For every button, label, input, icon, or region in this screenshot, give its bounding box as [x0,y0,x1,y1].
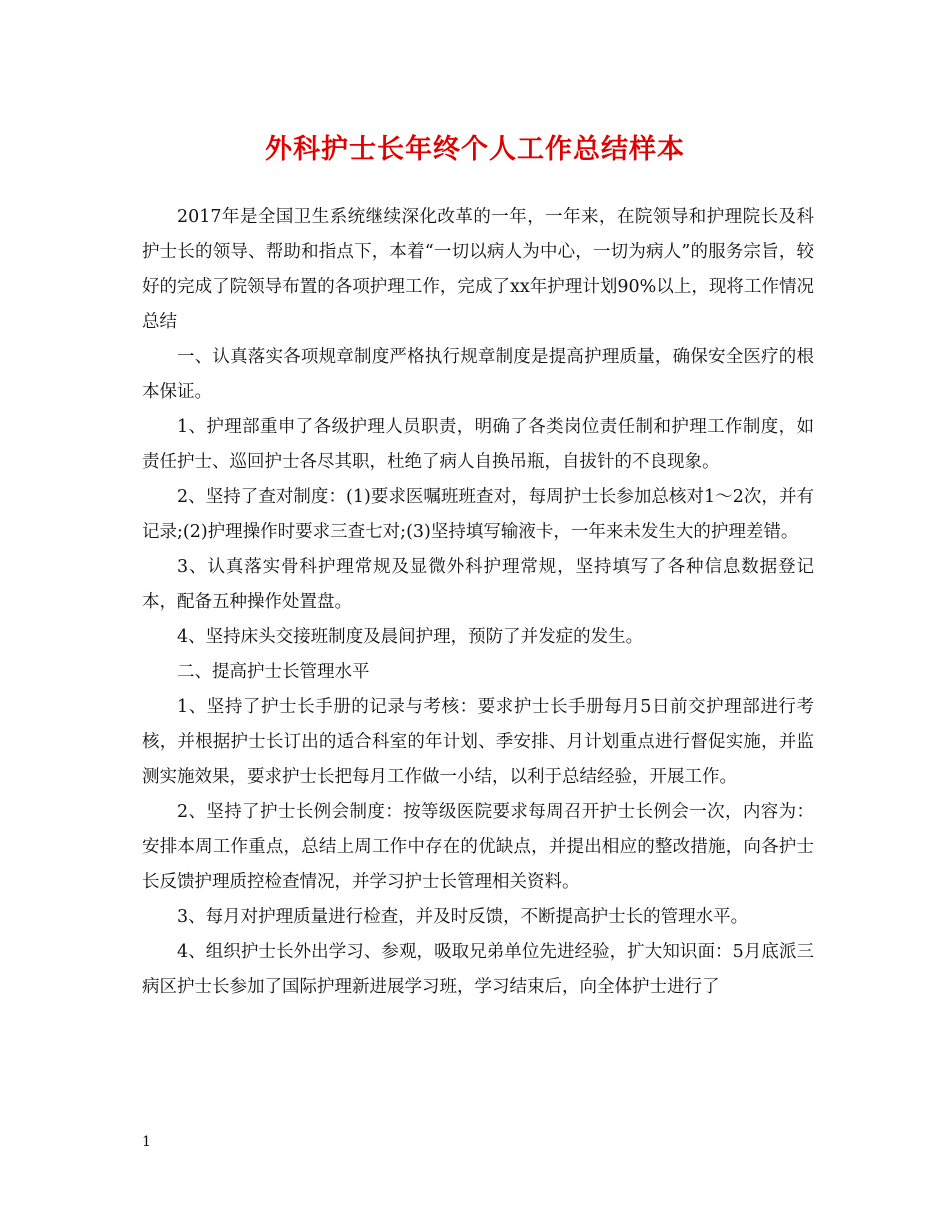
section-heading-1: 一、认真落实各项规章制度严格执行规章制度是提高护理质量，确保安全医疗的根本保证。 [142,347,814,402]
document-body [142,200,814,1005]
paragraph-2-2: 2、坚持了护士长例会制度：按等级医院要求每周召开护士长例会一次，内容为：安排本周工作重点，总结上周工作中存在的优缺点，并提出相应的整改措施，向各护士长反馈护理质控检查情况，并学习护士长管理相关资料。 [142,802,814,892]
paragraph-1-2: 2、坚持了查对制度：(1)要求医嘱班班查对，每周护士长参加总核对1～2次，并有记录;(2)护理操作时要求三查七对;(3)坚持填写输液卡，一年来未发生大的护理差错。 [142,487,814,542]
paragraph-intro: 2017年是全国卫生系统继续深化改革的一年，一年来，在院领导和护理院长及科护士长的领导、帮助和指点下，本着“一切以病人为中心，一切为病人”的服务宗旨，较好的完成了院领导布置的各项护理工作，完成了xx年护理计划90%以上，现将工作情况总结 [142,207,814,332]
paragraph-1-3: 3、认真落实骨科护理常规及显微外科护理常规，坚持填写了各种信息数据登记本，配备五种操作处置盘。 [142,557,814,612]
section-heading-2: 二、提高护士长管理水平 [177,662,370,682]
paragraph-1-4: 4、坚持床头交接班制度及晨间护理，预防了并发症的发生。 [177,627,644,647]
paragraph-2-1: 1、坚持了护士长手册的记录与考核：要求护士长手册每月5日前交护理部进行考核，并根据护士长订出的适合科室的年计划、季安排、月计划重点进行督促实施，并监测实施效果，要求护士长把每月工作做一小结，以利于总结经验，开展工作。 [142,697,814,787]
document-title: 外科护士长年终个人工作总结样本 [265,134,685,165]
page-number: 1 [142,1134,151,1150]
paragraph-2-3: 3、每月对护理质量进行检查，并及时反馈，不断提高护士长的管理水平。 [177,907,749,927]
paragraph-1-1: 1、护理部重申了各级护理人员职责，明确了各类岗位责任制和护理工作制度，如责任护士、巡回护士各尽其职，杜绝了病人自换吊瓶，自拔针的不良现象。 [142,417,814,472]
paragraph-2-4: 4、组织护士长外出学习、参观，吸取兄弟单位先进经验，扩大知识面：5月底派三病区护士长参加了国际护理新进展学习班，学习结束后，向全体护士进行了 [142,942,814,997]
